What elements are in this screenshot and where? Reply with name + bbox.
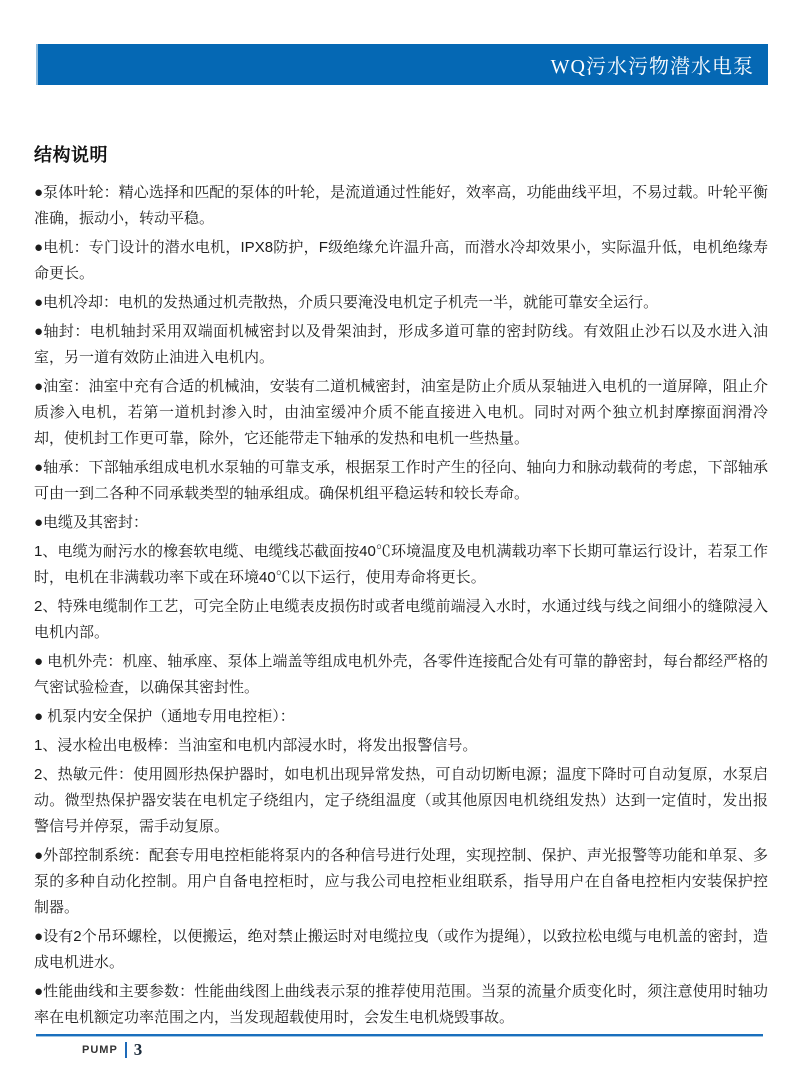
body-paragraph: ●性能曲线和主要参数：性能曲线图上曲线表示泵的推荐使用范围。当泵的流量介质变化时，须注意使用时轴功率在电机额定功率范围之内，当发现超载使用时，会发生电机烧毁事故。 xyxy=(34,983,768,1026)
body-paragraph: ●电机冷却：电机的发热通过机壳散热，介质只要淹没电机定子机壳一半，就能可靠安全运行。 xyxy=(34,294,659,311)
body-paragraph: 2、热敏元件：使用圆形热保护器时，如电机出现异常发热，可自动切断电源；温度下降时可自动复原，水泵启动。微型热保护器安装在电机定子绕组内，定子绕组温度（或其他原因电机绕组发热）达到一定值时，发出报警信号并停泵，需手动复原。 xyxy=(34,766,768,835)
body-paragraph: ●电缆及其密封： xyxy=(34,514,149,531)
header-band xyxy=(36,44,768,85)
content-area xyxy=(34,141,768,1034)
body-paragraph: 1、电缆为耐污水的橡套软电缆、电缆线芯截面按40℃环境温度及电机满载功率下长期可靠运行设计，若泵工作时，电机在非满载功率下或在环境40℃以下运行，使用寿命将更长。 xyxy=(34,543,768,586)
page-footer xyxy=(0,1034,800,1060)
header-title: WQ污水污物潜水电泵 xyxy=(550,56,754,78)
footer-separator xyxy=(125,1042,127,1058)
body-paragraph: ●轴封：电机轴封采用双端面机械密封以及骨架油封，形成多道可靠的密封防线。有效阻止沙石以及水进入油室，另一道有效防止油进入电机内。 xyxy=(34,323,768,366)
footer-meta xyxy=(82,1040,800,1060)
body-paragraph: ● 电机外壳：机座、轴承座、泵体上端盖等组成电机外壳，各零件连接配合处有可靠的静密封，每台都经严格的气密试验检查，以确保其密封性。 xyxy=(34,653,768,696)
body-paragraph: ●油室：油室中充有合适的机械油，安装有二道机械密封，油室是防止介质从泵轴进入电机的一道屏障，阻止介质渗入电机，若第一道机封渗入时，由油室缓冲介质不能直接进入电机。同时对两个独立机封摩擦面润滑冷却，使机封工作更可靠，除外，它还能带走下轴承的发热和电机一些热量。 xyxy=(34,378,768,447)
footer-rule xyxy=(36,1034,763,1037)
body-paragraph: ●轴承：下部轴承组成电机水泵轴的可靠支承，根据泵工作时产生的径向、轴向力和脉动载荷的考虑，下部轴承可由一到二各种不同承载类型的轴承组成。确保机组平稳运转和较长寿命。 xyxy=(34,459,768,502)
body-paragraph: 1、浸水检出电极棒：当油室和电机内部浸水时，将发出报警信号。 xyxy=(34,737,478,754)
page-title: 结构说明 xyxy=(34,145,108,165)
body-paragraph: 2、特殊电缆制作工艺，可完全防止电缆表皮损伤时或者电缆前端浸入水时，水通过线与线之间细小的缝隙浸入电机内部。 xyxy=(34,598,768,641)
body-paragraph: ● 机泵内安全保护（通地专用电控柜）： xyxy=(34,708,295,725)
body-paragraph: ●泵体叶轮：精心选择和匹配的泵体的叶轮，是流道通过性能好，效率高，功能曲线平坦，不易过载。叶轮平衡准确，振动小，转动平稳。 xyxy=(34,184,768,227)
body-paragraph: ●电机：专门设计的潜水电机，IPX8防护，F级绝缘允许温升高，而潜水冷却效果小，实际温升低，电机绝缘寿命更长。 xyxy=(34,239,768,282)
footer-brand: PUMP xyxy=(82,1044,118,1056)
footer-page-number: 3 xyxy=(133,1040,143,1059)
body-paragraph: ●外部控制系统：配套专用电控柜能将泵内的各种信号进行处理，实现控制、保护、声光报警等功能和单泵、多泵的多种自动化控制。用户自备电控柜时，应与我公司电控柜业组联系，指导用户在自备电控柜内安装保护控制器。 xyxy=(34,847,768,916)
body-paragraph: ●设有2个吊环螺栓，以便搬运，绝对禁止搬运时对电缆拉曳（或作为提绳），以致拉松电缆与电机盖的密封，造成电机进水。 xyxy=(34,928,768,971)
